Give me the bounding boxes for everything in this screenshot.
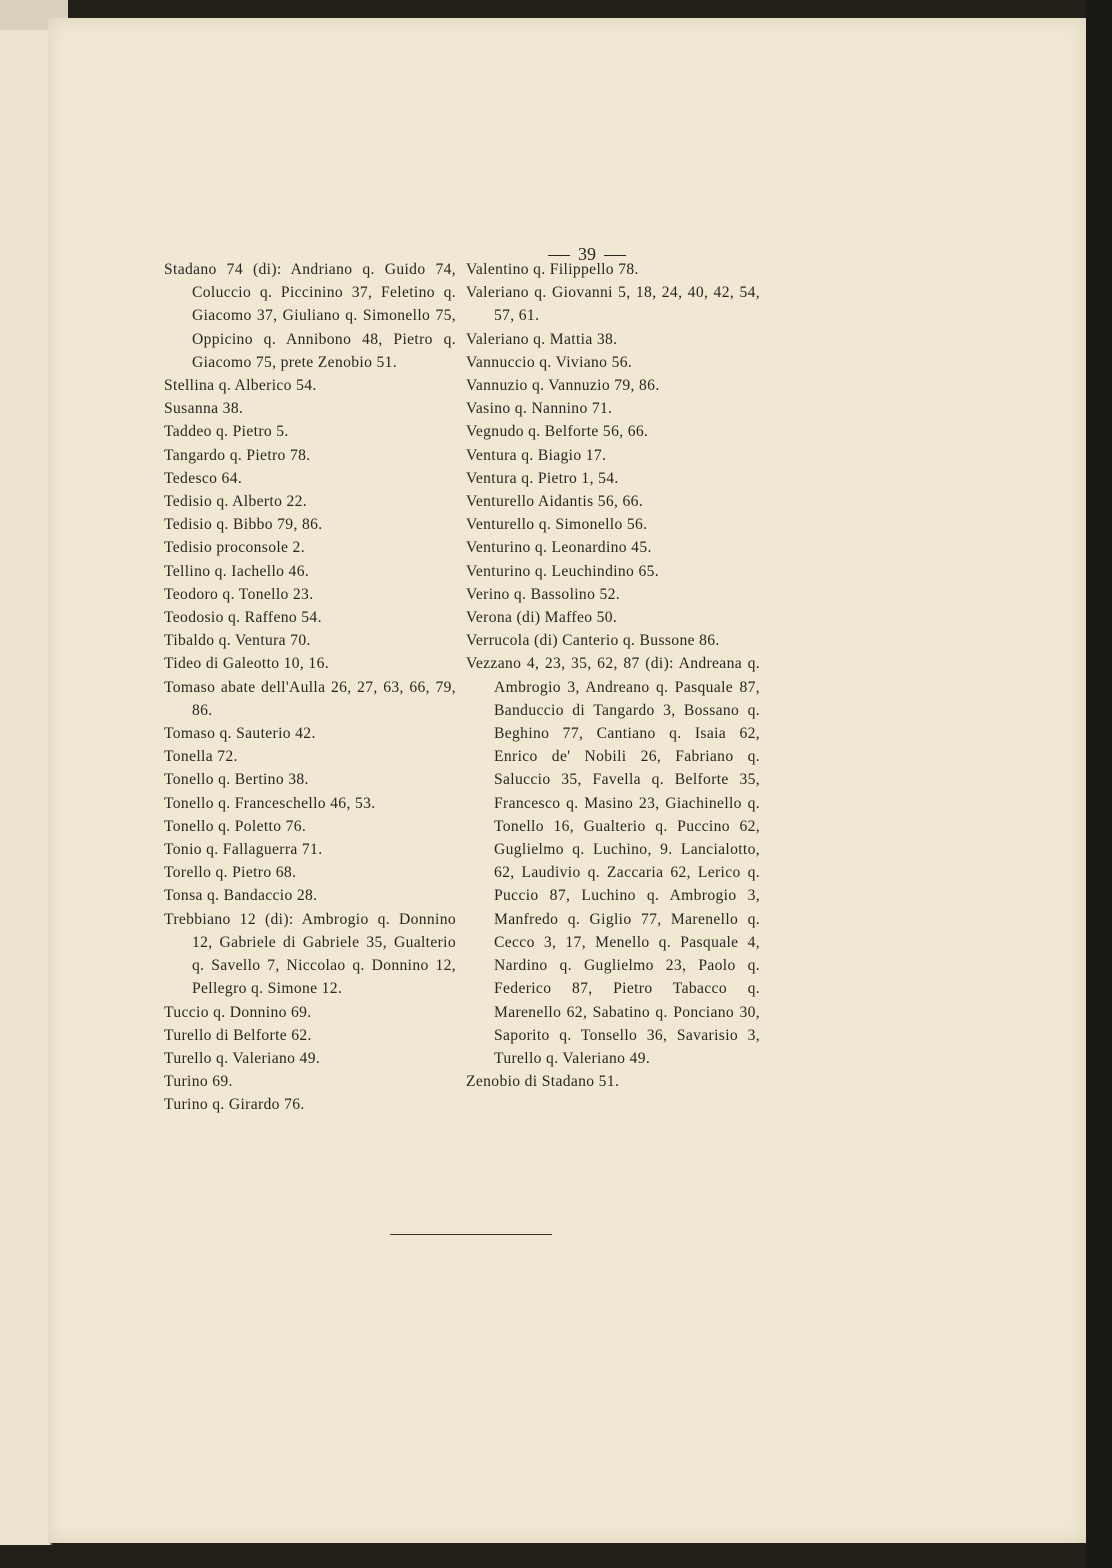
index-entry: Tedesco 64.	[164, 469, 243, 487]
index-entry: Turino 69.	[164, 1073, 233, 1091]
index-entry: Tibaldo q. Ventura 70.	[164, 632, 311, 650]
index-entry: Tonio q. Fallaguerra 71.	[164, 841, 323, 859]
index-entry: Ventura q. Pietro 1, 54.	[466, 469, 619, 487]
scan-background-edge	[1086, 0, 1112, 1568]
header-dash-left	[548, 255, 570, 256]
header-dash-right	[604, 255, 626, 256]
index-entry: Tangardo q. Pietro 78.	[164, 446, 311, 464]
index-entry: Venturino q. Leonardino 45.	[466, 539, 652, 557]
index-column-left	[164, 258, 456, 1117]
index-entry: Teodosio q. Raffeno 54.	[164, 609, 322, 627]
index-entry: Ventura q. Biagio 17.	[466, 446, 607, 464]
index-entry: Vasino q. Nannino 71.	[466, 400, 613, 418]
index-entry: Tonello q. Poletto 76.	[164, 817, 307, 835]
index-entry: Taddeo q. Pietro 5.	[164, 423, 289, 441]
index-entry: Tedisio q. Alberto 22.	[164, 493, 308, 511]
index-entry: Trebbiano 12 (di): Ambrogio q. Donnino 12, Gabriele di Gabriele 35, Gualterio q. Savello 7, Niccolao q. Donnino 12, Pellegro q. Simone 12.	[164, 910, 456, 998]
facing-page-edge	[0, 30, 52, 1545]
index-entry: Turello q. Valeriano 49.	[164, 1049, 321, 1067]
index-entry: Torello q. Pietro 68.	[164, 864, 297, 882]
index-entry: Tomaso q. Sauterio 42.	[164, 725, 316, 743]
end-rule	[390, 1234, 552, 1235]
index-entry: Tonella 72.	[164, 748, 238, 766]
index-entry: Venturino q. Leuchindino 65.	[466, 562, 659, 580]
index-entry: Tonello q. Franceschello 46, 53.	[164, 794, 376, 812]
index-entry: Zenobio di Stadano 51.	[466, 1073, 620, 1091]
index-entry: Stadano 74 (di): Andriano q. Guido 74, Coluccio q. Piccinino 37, Feletino q. Giacomo 37, Giuliano q. Simonello 75, Oppicino q. Annibono 48, Pietro q. Giacomo 75, prete Zenobio 51.	[164, 261, 456, 371]
index-column-right	[466, 258, 760, 1093]
index-entry: Valeriano q. Giovanni 5, 18, 24, 40, 42, 54, 57, 61.	[466, 284, 760, 325]
index-entry: Susanna 38.	[164, 400, 244, 418]
index-entry: Turino q. Girardo 76.	[164, 1096, 305, 1114]
index-entry: Tomaso abate dell'Aulla 26, 27, 63, 66, 79, 86.	[164, 678, 456, 719]
index-entry: Venturello Aidantis 56, 66.	[466, 493, 644, 511]
index-entry: Tideo di Galeotto 10, 16.	[164, 655, 329, 673]
index-entry: Stellina q. Alberico 54.	[164, 377, 317, 395]
index-entry: Tedisio q. Bibbo 79, 86.	[164, 516, 323, 534]
index-entry: Teodoro q. Tonello 23.	[164, 585, 314, 603]
index-entry: Venturello q. Simonello 56.	[466, 516, 648, 534]
index-entry: Vannuccio q. Viviano 56.	[466, 353, 633, 371]
index-entry: Tonsa q. Bandaccio 28.	[164, 887, 318, 905]
index-entry: Verona (di) Maffeo 50.	[466, 609, 618, 627]
index-entry: Tellino q. Iachello 46.	[164, 562, 310, 580]
index-entry: Tuccio q. Donnino 69.	[164, 1003, 312, 1021]
index-entry: Tedisio proconsole 2.	[164, 539, 305, 557]
index-entry: Tonello q. Bertino 38.	[164, 771, 309, 789]
index-entry: Vannuzio q. Vannuzio 79, 86.	[466, 377, 660, 395]
page-number: 39	[578, 244, 596, 264]
index-entry: Turello di Belforte 62.	[164, 1026, 312, 1044]
index-entry: Vegnudo q. Belforte 56, 66.	[466, 423, 649, 441]
index-entry: Verrucola (di) Canterio q. Bussone 86.	[466, 632, 720, 650]
index-entry: Vezzano 4, 23, 35, 62, 87 (di): Andreana q. Ambrogio 3, Andreano q. Pasquale 87, Banduccio di Tangardo 3, Bossano q. Beghino 77, Cantiano q. Isaia 62, Enrico de' Nobili 26, Fabriano q. Saluccio 35, Favella q. Belforte 35, Francesco q. Masino 23, Giachinello q. Tonello 16, Gualterio q. Puccino 62, Guglielmo q. Luchino, 9. Lancialotto, 62, Laudivio q. Zaccaria 62, Lerico q. Puccio 87, Luchino q. Ambrogio 3, Manfredo q. Giglio 77, Marenello q. Cecco 3, 17, Menello q. Pasquale 4, Nardino q. Guglielmo 23, Paolo q. Federico 87, Pietro Tabacco q. Marenello 62, Sabatino q. Ponciano 30, Saporito q. Tonsello 36, Savarisio 3, Turello q. Valeriano 49.	[466, 655, 760, 1067]
index-entry: Verino q. Bassolino 52.	[466, 585, 621, 603]
index-entry: Valentino q. Filippello 78.	[466, 261, 639, 278]
index-entry: Valeriano q. Mattia 38.	[466, 330, 618, 348]
